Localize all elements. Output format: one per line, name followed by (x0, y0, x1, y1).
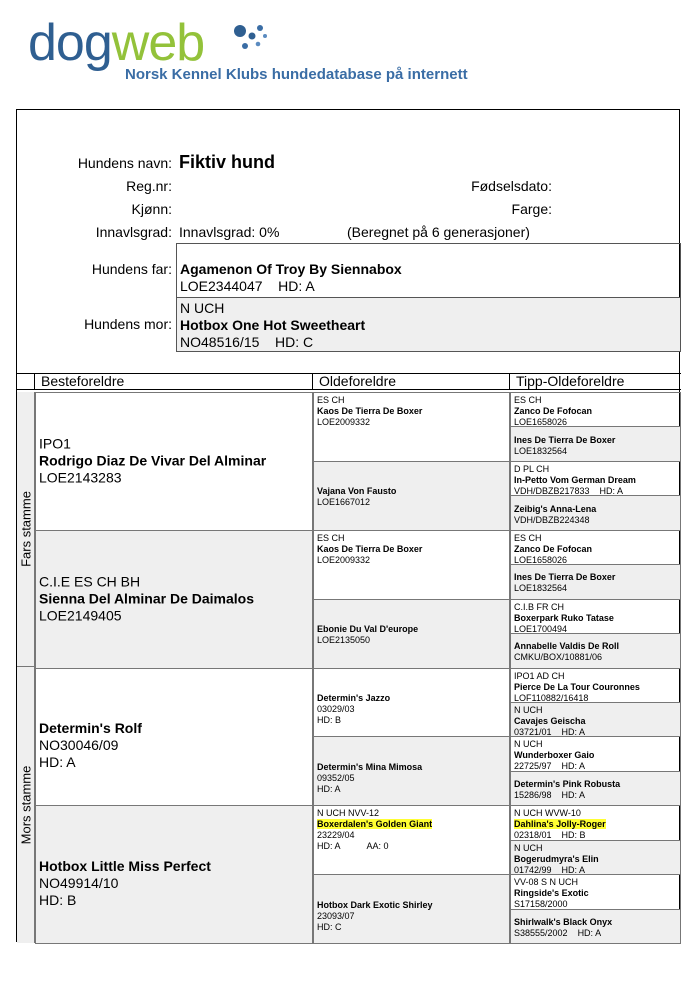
reg-value: 03721/01 (514, 726, 552, 737)
ancestor-reg: LOE2149405 (39, 607, 122, 624)
ancestor-reg: 23093/07 (317, 910, 355, 921)
cell-content (514, 912, 677, 939)
cell-content (514, 671, 677, 703)
ancestor-name-text[interactable]: Boxerdalen's Golden Giant (317, 819, 433, 830)
ancestor-reg: 23229/04 (317, 830, 355, 841)
ancestor-name-text[interactable]: Ines De Tierra De Boxer (514, 434, 616, 445)
inbreeding-value: Innavlsgrad: 0% (179, 224, 280, 240)
ancestor-name-text[interactable]: Kaos De Tierra De Boxer (317, 406, 423, 416)
cell-content (317, 739, 506, 794)
cell-content (514, 705, 677, 737)
ancestor-name-text[interactable]: Rodrigo Diaz De Vivar Del Alminar (39, 452, 267, 469)
cell-content (514, 533, 677, 565)
gp-cell (35, 392, 313, 531)
pedigree-frame (16, 109, 680, 942)
cell-content (514, 395, 677, 427)
ancestor-name[interactable] (317, 819, 506, 830)
ancestor-reg (514, 652, 677, 663)
ancestor-title: N UCH (514, 739, 543, 750)
ancestor-title: C.I.E ES CH BH (39, 573, 141, 590)
ancestor-name-text[interactable]: Ebonie Du Val D'europe (317, 624, 419, 635)
ancestor-name[interactable] (514, 504, 677, 515)
ancestor-name[interactable] (317, 624, 506, 635)
inbreeding-label: Innavlsgrad: (95, 224, 172, 240)
ancestor-title (39, 841, 211, 858)
ancestor-name[interactable] (317, 762, 506, 773)
cell-content (514, 774, 677, 801)
hd-value: HD: B (561, 830, 586, 841)
ancestor-name-text[interactable]: Determin's Pink Robusta (514, 779, 621, 790)
ancestor-title: IPO1 (39, 435, 71, 452)
ancestor-title: D PL CH (514, 463, 550, 474)
ancestor-name[interactable] (317, 900, 506, 911)
ancestor-name-text[interactable]: Kaos De Tierra De Boxer (317, 543, 423, 554)
name-label: Hundens navn: (77, 155, 172, 171)
reg-value: VDH/DBZB224348 (514, 514, 590, 525)
ancestor-reg: 09352/05 (317, 772, 355, 783)
ancestor-reg: NO49914/10 (39, 874, 119, 891)
ancestor-reg: LOE2135050 (317, 635, 371, 646)
ancestor-name-text[interactable]: Ringside's Exotic (514, 888, 589, 899)
cell-content (317, 877, 506, 932)
ancestor-name-text[interactable]: Hotbox Dark Exotic Shirley (317, 899, 433, 910)
gggp-cell (510, 392, 681, 427)
cell-content (39, 841, 211, 909)
ancestor-name-text[interactable]: Ines De Tierra De Boxer (514, 572, 616, 583)
side-fars-stamme: Fars stamme (17, 392, 35, 667)
reg-value: VDH/DBZB217833 (514, 485, 590, 496)
ancestor-name[interactable] (39, 720, 142, 737)
ancestor-title: N UCH (514, 842, 543, 853)
cell-content (514, 498, 677, 525)
hd-value: HD: A (577, 927, 602, 938)
ancestor-reg: 03029/03 (317, 703, 355, 714)
ancestor-name-text[interactable]: Bogerudmyra's Elin (514, 853, 599, 864)
gp-cell (35, 805, 313, 944)
reg-value: 02318/01 (514, 830, 552, 841)
cell-content (39, 703, 142, 771)
gggp-cell (510, 495, 681, 530)
sex-label: Kjønn: (131, 201, 172, 217)
ancestor-title: N UCH NVV-12 (317, 808, 380, 819)
reg-value: 15286/98 (514, 790, 552, 801)
gggp-cell (510, 909, 681, 944)
ancestor-name-text[interactable]: Zanco De Fofocan (514, 543, 593, 554)
ancestor-title: ES CH (514, 395, 542, 405)
cell-content (39, 436, 266, 487)
ancestor-hd (317, 784, 506, 795)
birthdate-label: Fødselsdato: (471, 178, 552, 194)
gggp-cell (510, 633, 681, 668)
dots-icon (231, 22, 271, 62)
father-name[interactable]: Agamenon Of Troy By Siennabox (180, 261, 402, 277)
ancestor-name[interactable] (39, 591, 254, 608)
gggp-cell (510, 702, 681, 737)
ggp-cell (313, 461, 510, 531)
ancestor-reg: LOE2143283 (39, 469, 122, 486)
ancestor-name-text[interactable]: Pierce De La Tour Couronnes (514, 681, 640, 692)
ggp-cell (313, 392, 510, 462)
ancestor-name[interactable] (514, 682, 677, 693)
side-mors-stamme: Mors stamme (17, 667, 35, 943)
aa-value: AA: 0 (366, 841, 389, 852)
ggp-cell (313, 874, 510, 944)
ancestor-name[interactable] (514, 888, 677, 899)
cell-content (317, 533, 506, 566)
cell-content (514, 567, 677, 594)
cell-content (317, 395, 506, 428)
logo-wordmark: dogweb (28, 14, 205, 72)
cell-content (317, 671, 506, 726)
reg-value: LOE1832564 (514, 583, 568, 594)
header-great-great-grandparents: Tipp-Oldeforeldre (516, 373, 625, 389)
ggp-cell (313, 668, 510, 738)
ancestor-name-text[interactable]: Zeibig's Anna-Lena (514, 503, 597, 514)
reg-value: 01742/99 (514, 864, 552, 875)
ancestor-name-text[interactable]: Dahlina's Jolly-Roger (514, 819, 606, 830)
cell-content (514, 808, 677, 840)
ancestor-name-text[interactable]: Determin's Jazzo (317, 692, 391, 703)
ancestor-name-text[interactable]: Wunderboxer Gaio (514, 750, 595, 761)
regnr-label: Reg.nr: (126, 178, 172, 194)
ancestor-name[interactable] (39, 858, 211, 875)
gp-cell (35, 668, 313, 807)
hd-value: HD: A (561, 761, 586, 772)
mother-info: NO48516/15 HD: C (180, 334, 314, 350)
ancestor-name-text[interactable]: Determin's Rolf (39, 719, 142, 736)
ancestor-name[interactable] (514, 475, 677, 486)
mother-name[interactable]: Hotbox One Hot Sweetheart (180, 317, 366, 333)
hd-value: HD: A (561, 726, 586, 737)
reg-value: LOF110882/16418 (514, 692, 589, 703)
cell-content (39, 574, 254, 625)
gggp-cell (510, 530, 681, 565)
gggp-cell (510, 874, 681, 909)
gggp-cell (510, 736, 681, 771)
gggp-cell (510, 564, 681, 599)
reg-value: S17158/2000 (514, 899, 568, 910)
ancestor-name-text[interactable]: Determin's Mina Mimosa (317, 761, 423, 772)
ancestor-hd (317, 715, 506, 726)
gp-cell (35, 530, 313, 669)
cell-content (514, 877, 677, 909)
ancestor-name[interactable] (514, 406, 677, 417)
ancestor-title: ES CH (317, 532, 345, 543)
ancestor-name-text[interactable]: Shirlwalk's Black Onyx (514, 916, 613, 927)
header-grandparents: Besteforeldre (35, 373, 313, 390)
ancestor-reg: LOE2009332 (317, 417, 371, 427)
ancestor-name[interactable] (514, 917, 677, 928)
logo-subtitle: Norsk Kennel Klubs hundedatabase på internett (125, 66, 468, 83)
ancestor-reg: LOE2009332 (317, 554, 371, 565)
reg-value: LOE1658026 (514, 554, 568, 565)
ancestor-title: ES CH (317, 395, 345, 405)
cell-content (514, 602, 677, 634)
reg-value: S38555/2002 (514, 927, 568, 938)
cell-content (514, 464, 677, 496)
ancestor-name-text[interactable]: In-Petto Vom German Dream (514, 474, 636, 485)
cell-content (317, 808, 506, 852)
ancestor-reg (514, 515, 677, 526)
ancestor-name[interactable] (317, 406, 506, 417)
gggp-cell (510, 599, 681, 634)
ancestor-title: VV-08 S N UCH (514, 877, 579, 888)
ancestor-name[interactable] (514, 572, 677, 583)
generations-note: (Beregnet på 6 generasjoner) (347, 224, 530, 240)
ancestor-reg (514, 790, 677, 801)
color-label: Farge: (511, 201, 552, 217)
ancestor-hd: HD: B (39, 891, 77, 908)
mother-title: N UCH (180, 300, 225, 316)
ancestor-name[interactable] (514, 435, 677, 446)
ancestor-name[interactable] (514, 750, 677, 761)
hd-value: HD: B (317, 714, 342, 725)
ggp-cell (313, 599, 510, 669)
gggp-cell (510, 805, 681, 840)
cell-content (514, 429, 677, 456)
mother-label: Hundens mor: (84, 316, 172, 332)
ancestor-title: IPO1 AD CH (514, 670, 565, 681)
father-info: LOE2344047 HD: A (180, 278, 315, 294)
dog-name: Fiktiv hund (179, 152, 275, 172)
dogweb-logo (28, 14, 508, 84)
reg-value: 22725/97 (514, 761, 552, 772)
header-spacer (17, 373, 35, 390)
gggp-cell (510, 668, 681, 703)
ancestor-hd (317, 922, 506, 933)
header-great-grandparents: Oldeforeldre (313, 373, 510, 390)
ancestor-title: N UCH (514, 704, 543, 715)
ancestor-reg: LOE1667012 (317, 497, 371, 508)
ancestor-name[interactable] (317, 486, 506, 497)
ancestor-hd (317, 841, 506, 852)
ancestor-reg: NO30046/09 (39, 736, 119, 753)
ancestor-name-text[interactable]: Zanco De Fofocan (514, 406, 593, 416)
ancestor-name[interactable] (514, 641, 677, 652)
ggp-cell (313, 736, 510, 806)
gggp-cell (510, 771, 681, 806)
cell-content (317, 602, 506, 646)
father-box (176, 243, 681, 298)
reg-value: CMKU/BOX/10881/06 (514, 652, 603, 663)
ancestor-title: C.I.B FR CH (514, 601, 565, 612)
ancestor-hd: HD: A (39, 753, 76, 770)
gggp-cell (510, 840, 681, 875)
hd-value: HD: A (317, 841, 341, 852)
father-label: Hundens far: (91, 261, 172, 277)
ancestor-name[interactable] (514, 819, 677, 830)
reg-value: LOE1658026 (514, 417, 568, 427)
gggp-cell (510, 426, 681, 461)
ancestor-name[interactable] (317, 693, 506, 704)
gggp-cell (510, 461, 681, 496)
ancestor-name[interactable] (514, 854, 677, 865)
ancestor-reg (514, 928, 677, 939)
ancestor-name[interactable] (514, 716, 677, 727)
hd-value: HD: A (599, 485, 624, 496)
ancestor-name-text[interactable]: Vajana Von Fausto (317, 486, 397, 497)
ancestor-name-text[interactable]: Cavajes Geischa (514, 715, 586, 726)
ggp-cell (313, 530, 510, 600)
ancestor-name[interactable] (514, 779, 677, 790)
ancestor-name-text[interactable]: Sienna Del Alminar De Daimalos (39, 590, 254, 607)
hd-value: HD: A (561, 864, 586, 875)
ancestor-reg (514, 446, 677, 457)
hd-value: HD: C (317, 921, 342, 932)
ancestor-title (39, 703, 142, 720)
cell-content (514, 843, 677, 875)
reg-value: LOE1700494 (514, 623, 568, 634)
ancestor-name-text[interactable]: Annabelle Valdis De Roll (514, 641, 620, 652)
ancestor-name[interactable] (514, 544, 677, 555)
ancestor-title: N UCH WVW-10 (514, 808, 581, 819)
ancestor-name[interactable] (317, 544, 506, 555)
ancestor-name-text[interactable]: Hotbox Little Miss Perfect (39, 857, 211, 874)
hd-value: HD: A (317, 783, 341, 794)
reg-value: LOE1832564 (514, 445, 568, 456)
ancestor-name[interactable] (39, 453, 266, 470)
cell-content (514, 739, 677, 771)
mother-box (176, 297, 681, 352)
ancestor-title: ES CH (514, 532, 542, 543)
cell-content (514, 636, 677, 663)
ancestor-reg (514, 583, 677, 594)
ancestor-name[interactable] (514, 613, 677, 624)
hd-value: HD: A (561, 790, 586, 801)
cell-content (317, 464, 506, 508)
ancestor-name-text[interactable]: Boxerpark Ruko Tatase (514, 612, 614, 623)
ggp-cell (313, 805, 510, 875)
